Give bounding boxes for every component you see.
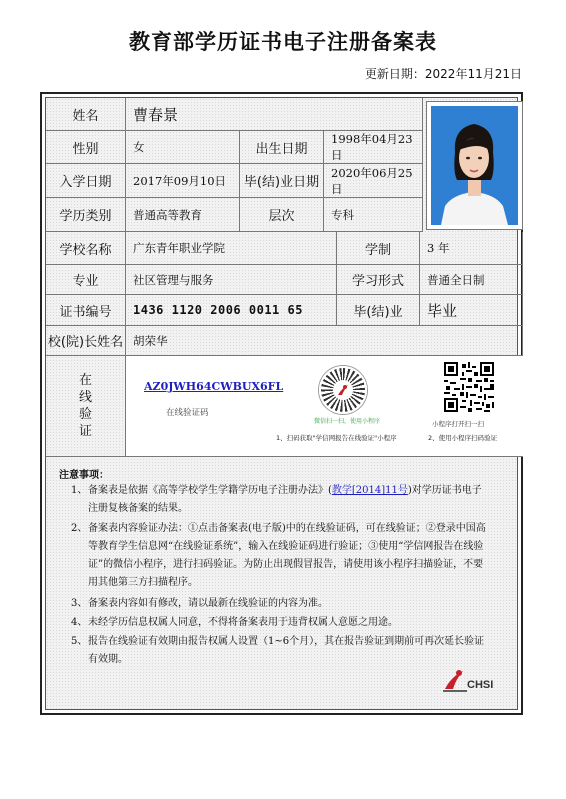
principal-label: 校(院)长姓名 (46, 326, 126, 356)
note-text: 报告在线验证有效期由报告权属人设置（1~6个月），其在报告验证到期前可再次延长验证有效期。 (88, 636, 485, 665)
regulation-link[interactable]: 教学[2014]11号 (331, 485, 408, 496)
qr-step: 2、使用小程序扫码验证 (428, 434, 498, 442)
note-text-after: )对学历证书电子注册复核备案的结果。 (88, 485, 482, 514)
school-value: 广东青年职业学院 (126, 232, 337, 265)
level-label: 层次 (240, 198, 324, 232)
school-label: 学校名称 (46, 232, 126, 265)
note-number: 5、 (71, 636, 88, 647)
update-date: 更新日期：2022年11月21日 (364, 67, 522, 81)
mini-program-step: 1、扫码获取"学信网报告在线验证"小程序 (276, 434, 397, 442)
note-item (71, 633, 488, 669)
student-photo (431, 106, 518, 225)
chsi-logo-icon (441, 665, 469, 693)
note-text-before: 备案表是依据《高等学校学生学籍学历电子注册办法》( (88, 485, 332, 496)
birth-value: 1998年04月23日 (324, 131, 423, 164)
cert-no-value: 1436 1120 2006 0011 65 (126, 295, 337, 326)
gender-value: 女 (126, 131, 240, 164)
mini-program-logo-icon (333, 380, 353, 400)
duration-value: 3 年 (420, 232, 523, 265)
major-value: 社区管理与服务 (126, 265, 337, 295)
name-label: 姓名 (46, 98, 126, 131)
enroll-label: 入学日期 (46, 164, 126, 198)
verify-area (126, 356, 523, 457)
note-item (71, 614, 488, 632)
verify-label-char: 证 (78, 424, 92, 439)
form-body (45, 97, 518, 710)
cert-no-label: 证书编号 (46, 295, 126, 326)
mini-program-code[interactable] (319, 366, 367, 414)
page-title: 教育部学历证书电子注册备案表 (129, 30, 437, 54)
verify-label (46, 356, 126, 457)
photo-frame (426, 101, 523, 230)
note-text (88, 482, 488, 518)
verify-label-char: 线 (78, 390, 92, 405)
note-number: 3、 (71, 598, 88, 609)
chsi-logo (441, 665, 501, 693)
category-label: 学历类别 (46, 198, 126, 232)
duration-label: 学制 (337, 232, 420, 265)
note-text: 未经学历信息权属人同意，不得将备案表用于违背权属人意愿之用途。 (88, 617, 398, 628)
verify-code-label: 在线验证码 (166, 408, 209, 418)
qr-hint: 小程序打开扫一扫 (432, 420, 484, 428)
note-number: 2、 (71, 523, 88, 534)
birth-label: 出生日期 (240, 131, 324, 164)
mini-program-hint: 微信扫一扫，使用小程序 (314, 418, 381, 425)
note-number: 4、 (71, 617, 88, 628)
note-item (71, 482, 488, 518)
outcome-value: 毕业 (420, 295, 523, 326)
study-form-value: 普通全日制 (420, 265, 523, 295)
note-item (71, 520, 488, 592)
name-value: 曹春景 (126, 98, 423, 131)
note-text: 备案表内容验证办法：①点击备案表(电子版)中的在线验证码，可在线验证；②登录中国高等教育学生信息网“在线验证系统”，输入在线验证码进行验证；③使用“学信网报告在线验证”的微信小程序，进行扫码验证。为防止出现假冒报告，请使用该小程序扫描验证，不要用其他第三方扫描程序。 (88, 523, 486, 588)
graduation-value: 2020年06月25日 (324, 164, 423, 198)
verify-label-char: 验 (78, 407, 92, 422)
note-text: 备案表内容如有修改，请以最新在线验证的内容为准。 (88, 598, 328, 609)
note-number: 1、 (71, 485, 88, 496)
major-label: 专业 (46, 265, 126, 295)
note-item (71, 595, 488, 613)
enroll-value: 2017年09月10日 (126, 164, 240, 198)
gender-label: 性别 (46, 131, 126, 164)
verify-code-link[interactable]: AZ0JWH64CWBUX6FL (144, 380, 284, 393)
record-form (40, 92, 523, 715)
qr-code[interactable] (444, 362, 494, 412)
chsi-logo-text: CHSI (467, 679, 494, 691)
principal-value: 胡荣华 (126, 326, 523, 356)
outcome-label: 毕(结)业 (337, 295, 420, 326)
level-value: 专科 (324, 198, 423, 232)
graduation-label: 毕(结)业日期 (240, 164, 324, 198)
verify-label-char: 在 (78, 373, 92, 388)
category-value: 普通高等教育 (126, 198, 240, 232)
notes-title: 注意事项： (59, 470, 109, 481)
study-form-label: 学习形式 (337, 265, 420, 295)
